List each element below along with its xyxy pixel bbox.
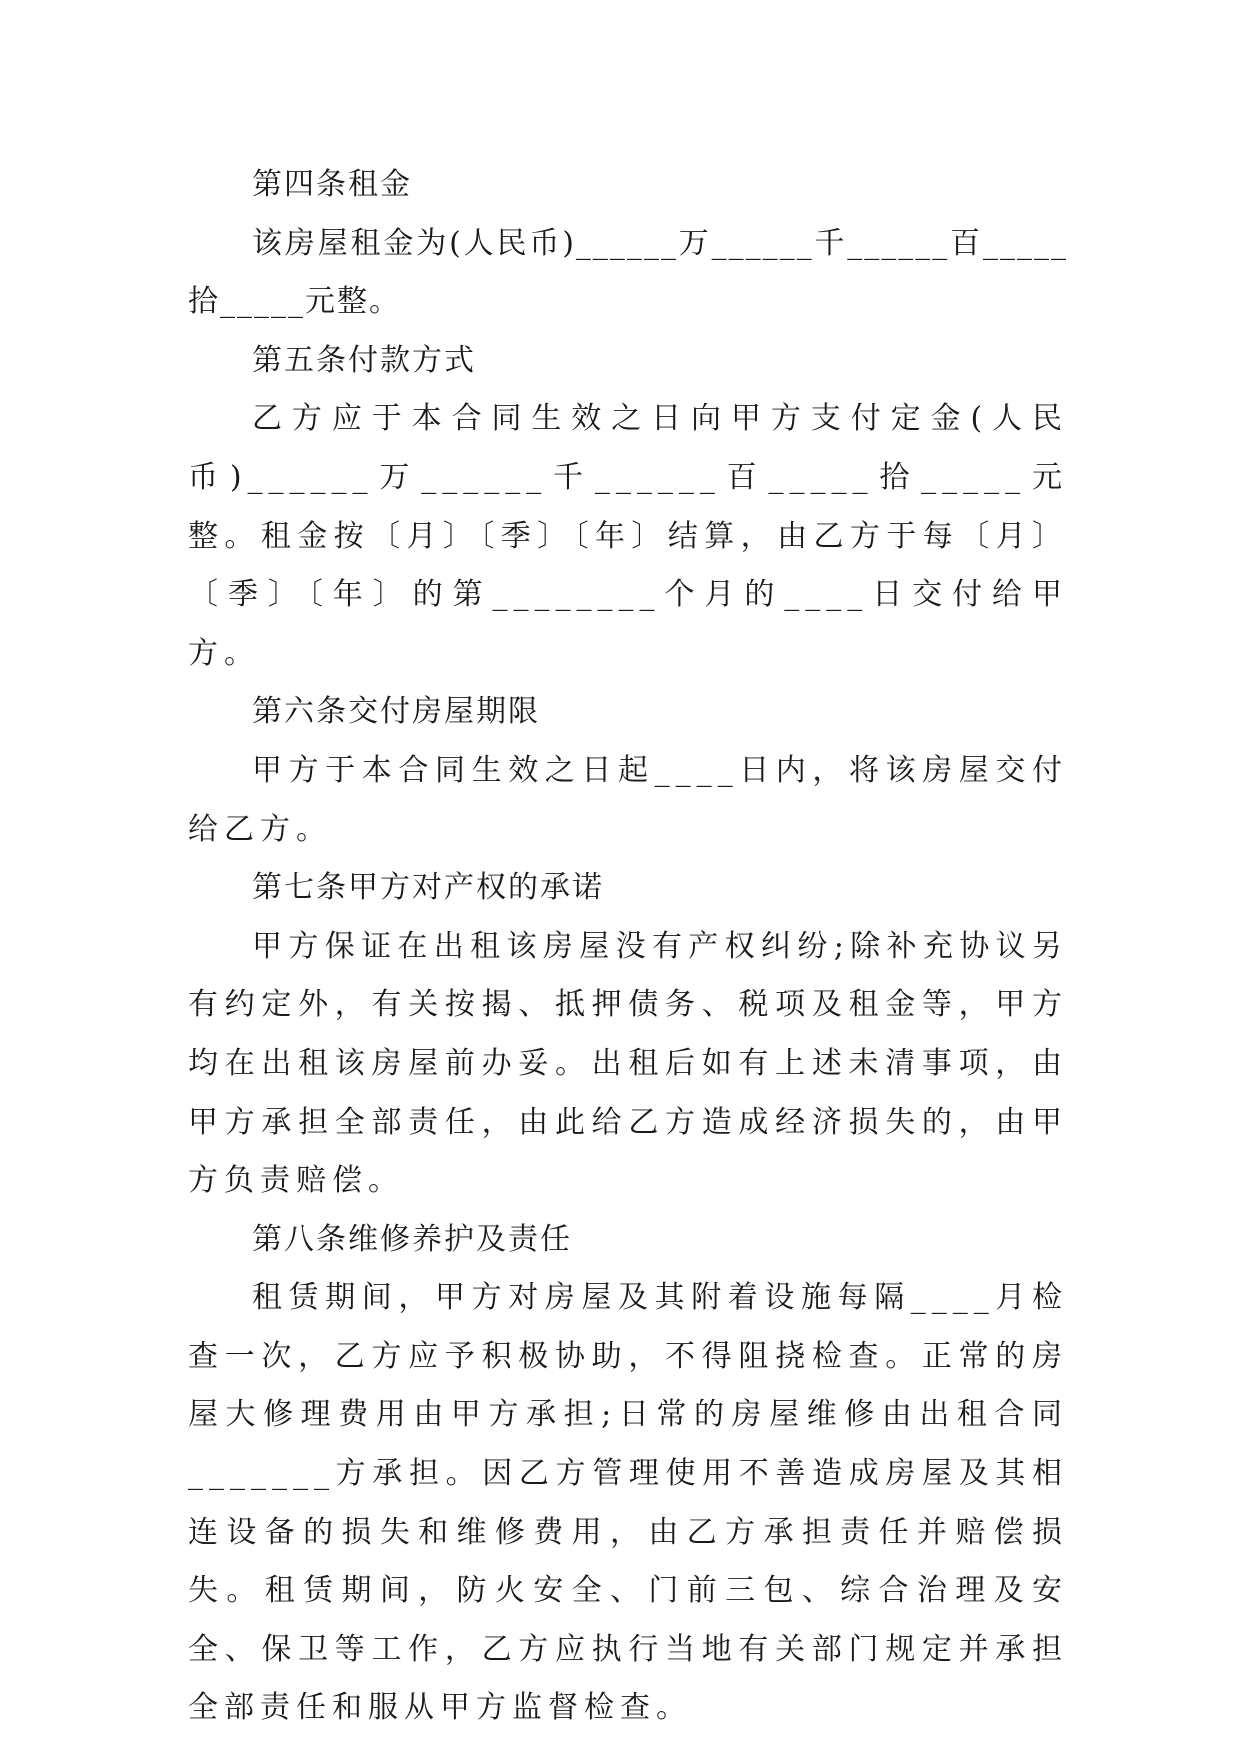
article-6-title: 第六条交付房屋期限: [252, 694, 540, 730]
article-4-body: 该房屋租金为(人民币)______万______千______百_____拾_____元整。: [188, 225, 1068, 320]
document-content: [188, 156, 1068, 1738]
article-8-title: 第八条维修养护及责任: [252, 1221, 572, 1257]
article-5-body: 乙方应于本合同生效之日向甲方支付定金(人民币)______万______千______百_____拾_____元整。租金按〔月〕〔季〕〔年〕结算，由乙方于每〔月〕〔季〕〔年〕的第________个月的____日交付给甲方。: [188, 401, 1068, 671]
article-5-title: 第五条付款方式: [252, 342, 476, 378]
article-7-body: 甲方保证在出租该房屋没有产权纠纷;除补充协议另有约定外，有关按揭、抵押债务、税项及租金等，甲方均在出租该房屋前办妥。出租后如有上述未清事项，由甲方承担全部责任，由此给乙方造成经济损失的，由甲方负责赔偿。: [188, 928, 1068, 1199]
article-7-title: 第七条甲方对产权的承诺: [252, 870, 604, 906]
article-8-body: 租赁期间，甲方对房屋及其附着设施每隔____月检查一次，乙方应予积极协助，不得阻挠检查。正常的房屋大修理费用由甲方承担;日常的房屋维修由出租合同_______方承担。因乙方管理使用不善造成房屋及其相连设备的损失和维修费用，由乙方承担责任并赔偿损失。租赁期间，防火安全、门前三包、综合治理及安全、保卫等工作，乙方应执行当地有关部门规定并承担全部责任和服从甲方监督检查。: [188, 1280, 1068, 1726]
article-4-title: 第四条租金: [252, 167, 412, 202]
article-6-body: 甲方于本合同生效之日起____日内，将该房屋交付给乙方。: [188, 752, 1068, 847]
